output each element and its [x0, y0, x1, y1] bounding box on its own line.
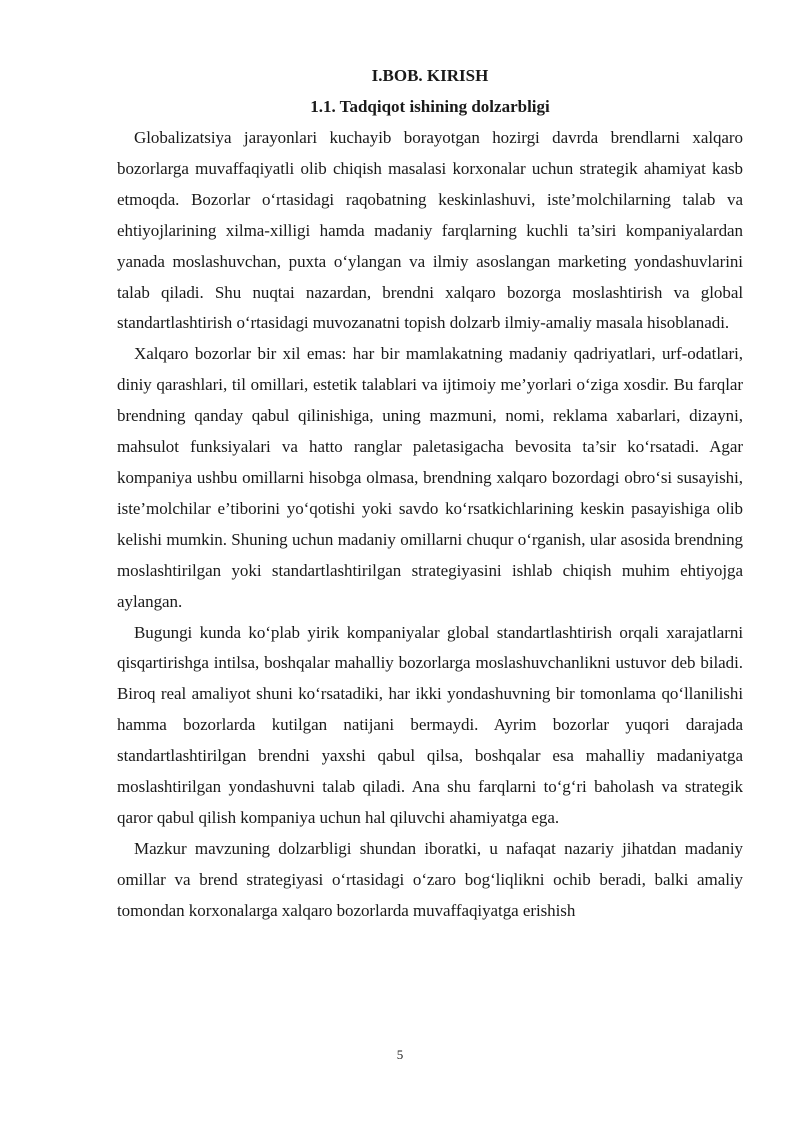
paragraph-2: Xalqaro bozorlar bir xil emas: har bir mamlakatning madaniy qadriyatlari, urf-odatlari, diniy qarashlari, til omillari, estetik talablari va ijtimoiy me’yorlari o‘ziga xosdir. Bu farqlar brendning qanday qabul qilinishiga, uning mazmuni, nomi, reklama xabarlari, dizayni, mahsulot funksiyalari va hatto ranglar paletasigacha bevosita ta’sir ko‘rsatadi. Agar kompaniya ushbu omillarni hisobga olmasa, brendning xalqaro bozordagi obro‘si susayishi, iste’molchilar e’tiborini yo‘qotishi yoki savdo ko‘rsatkichlarining keskin pasayishiga olib kelishi mumkin. Shuning uchun madaniy omillarni chuqur o‘rganish, ular asosida brendning moslashtirilgan yoki standartlashtirilgan strategiyasini ishlab chiqish muhim ehtiyojga aylangan.	[117, 344, 743, 611]
page-number: 5	[396, 1047, 404, 1062]
paragraph-3: Bugungi kunda ko‘plab yirik kompaniyalar global standartlashtirish orqali xarajatlarni qisqartirishga intilsa, boshqalar mahalliy bozorlarga moslashuvchanlikni ustuvor deb biladi. Biroq real amaliyot shuni ko‘rsatadiki, har ikki yondashuvning bir tomonlama qo‘llanilishi hamma bozorlarda kutilgan natijani bermaydi. Ayrim bozorlar yuqori darajada standartlashtirilgan brendni yaxshi qabul qilsa, boshqalar esa mahalliy madaniyatga moslashtirilgan yondashuvni talab qiladi. Ana shu farqlarni to‘g‘ri baholash va strategik qaror qabul qilish kompaniya uchun hal qiluvchi ahamiyatga ega.	[117, 622, 743, 827]
paragraph-4: Mazkur mavzuning dolzarbligi shundan iboratki, u nafaqat nazariy jihatdan madaniy omillar va brend strategiyasi o‘rtasidagi o‘zaro bog‘liqlikni ochib beradi, balki amaliy tomondan korxonalarga xalqaro bozorlarda muvaffaqiyatga erishish	[117, 838, 743, 920]
document-page	[117, 60, 743, 927]
paragraph-1: Globalizatsiya jarayonlari kuchayib borayotgan hozirgi davrda brendlarni xalqaro bozorlarga muvaffaqiyatli olib chiqish masalasi korxonalar uchun strategik ahamiyat kasb etmoqda. Bozorlar o‘rtasidagi raqobatning keskinlashuvi, iste’molchilarning talab va ehtiyojlarining xilma-xilligi hamda madaniy farqlarning kuchli ta’siri kompaniyalardan yanada moslashuvchan, puxta o‘ylangan va ilmiy asoslangan marketing yondashuvlarini talab qiladi. Shu nuqtai nazardan, brendni xalqaro bozorga moslashtirish va global standartlashtirish o‘rtasidagi muvozanatni topish dolzarb ilmiy-amaliy masala hisoblanadi.	[117, 128, 743, 333]
chapter-title: I.BOB. KIRISH	[371, 66, 489, 85]
section-title: 1.1. Tadqiqot ishining dolzarbligi	[310, 97, 550, 116]
